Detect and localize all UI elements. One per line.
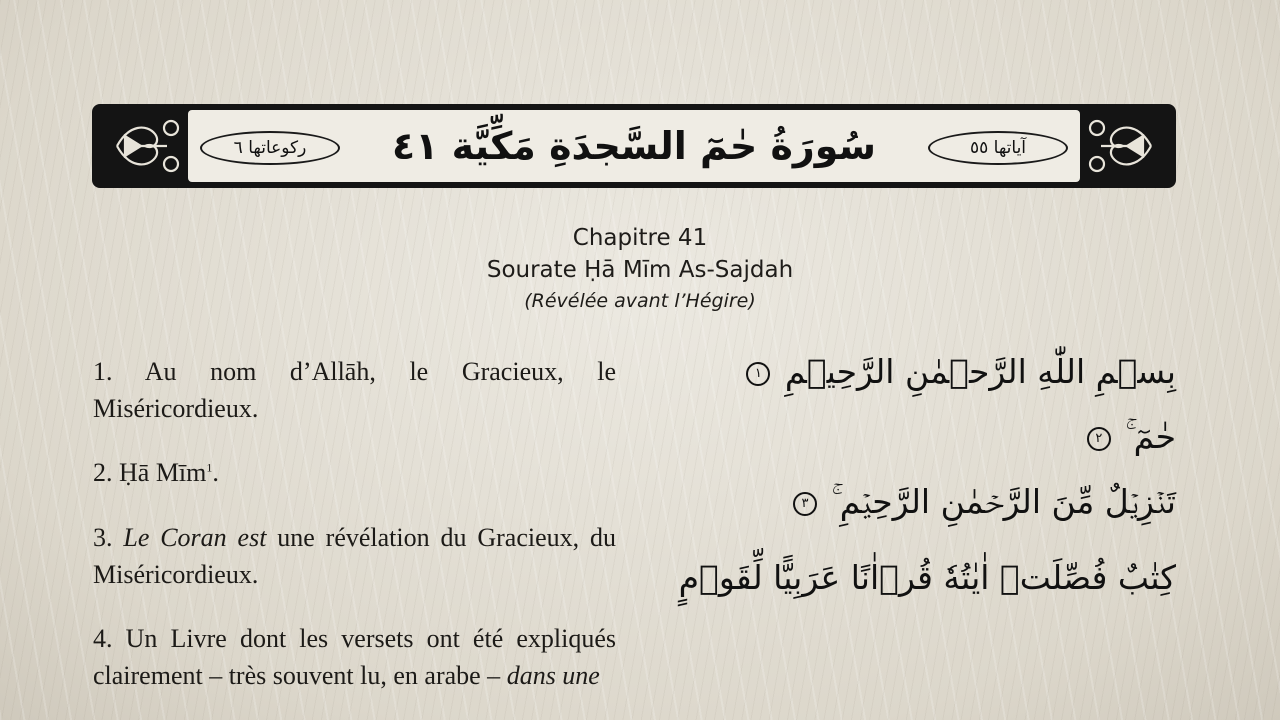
verse-italic: Le Coran est [123,523,267,552]
chapter-heading [0,222,1280,316]
verse-ar-text: حٰمٓ ۚ [1125,417,1176,456]
sourate-name: Sourate Ḥā Mīm As-Sajdah [486,257,794,283]
verse-text: Ḥā Mīm [119,458,207,487]
footnote-marker[interactable]: 1 [206,460,213,475]
verse-punct: . [212,458,219,487]
revelation-note: (Révélée avant l’Hégire) [524,290,756,312]
verse-fr-1 [93,353,616,427]
verse-text: Un Livre dont les versets ont été expliqués clairement – très souvent lu, en arabe – [93,624,617,690]
sura-title-arabic: سُورَةُ حٰمٓ السَّجدَةِ مَكِّيَّة ٤١ [392,124,876,168]
verse-ar-4 [630,556,1176,600]
ornament-right-icon [1083,110,1173,182]
verse-number: 2. [93,458,113,487]
verse-text: une révélation du Gracieux, du Miséricordieux. [93,523,616,589]
verse-ar-text: بِسۡمِ اللّٰهِ الرَّحۡمٰنِ الرَّحِيۡمِ [784,352,1176,391]
verse-ar-1 [630,350,1176,394]
verse-text: Au nom d’Allāh, le Gracieux, le Miséricordieux. [93,357,616,423]
verse-fr-3 [93,519,616,593]
verse-fr-2 [93,454,616,491]
verse-number-badge: ٣ [793,492,817,516]
chapter-number: Chapitre 41 [572,225,708,251]
verse-number: 1. [93,357,113,386]
verse-number: 4. [93,624,113,653]
ornament-left-icon [95,110,185,182]
verse-ar-2 [630,415,1176,459]
verse-ar-text: كِتٰبٌ فُصِّلَتۡ اٰيٰتُهٗ قُرۡاٰنًا عَرَبِيًّا لِّقَوۡمٍ [678,558,1176,597]
verse-number: 3. [93,523,113,552]
verse-italic: dans une [506,661,600,690]
arabic-text [630,350,1176,600]
rukuat-count: ركوعاتها ٦ [200,131,340,165]
verse-ar-text: تَنۡزِيۡلٌ مِّنَ الرَّحۡمٰنِ الرَّحِيۡمِ ۚ [831,482,1176,521]
french-translation [93,353,616,694]
verse-number-badge: ٢ [1087,427,1111,451]
banner-inner-panel [188,110,1080,182]
sura-banner [92,104,1176,188]
verse-number-badge: ١ [746,362,770,386]
verse-fr-4 [93,620,616,694]
ayat-count: آياتها ٥٥ [928,131,1068,165]
verse-ar-3 [630,480,1176,524]
